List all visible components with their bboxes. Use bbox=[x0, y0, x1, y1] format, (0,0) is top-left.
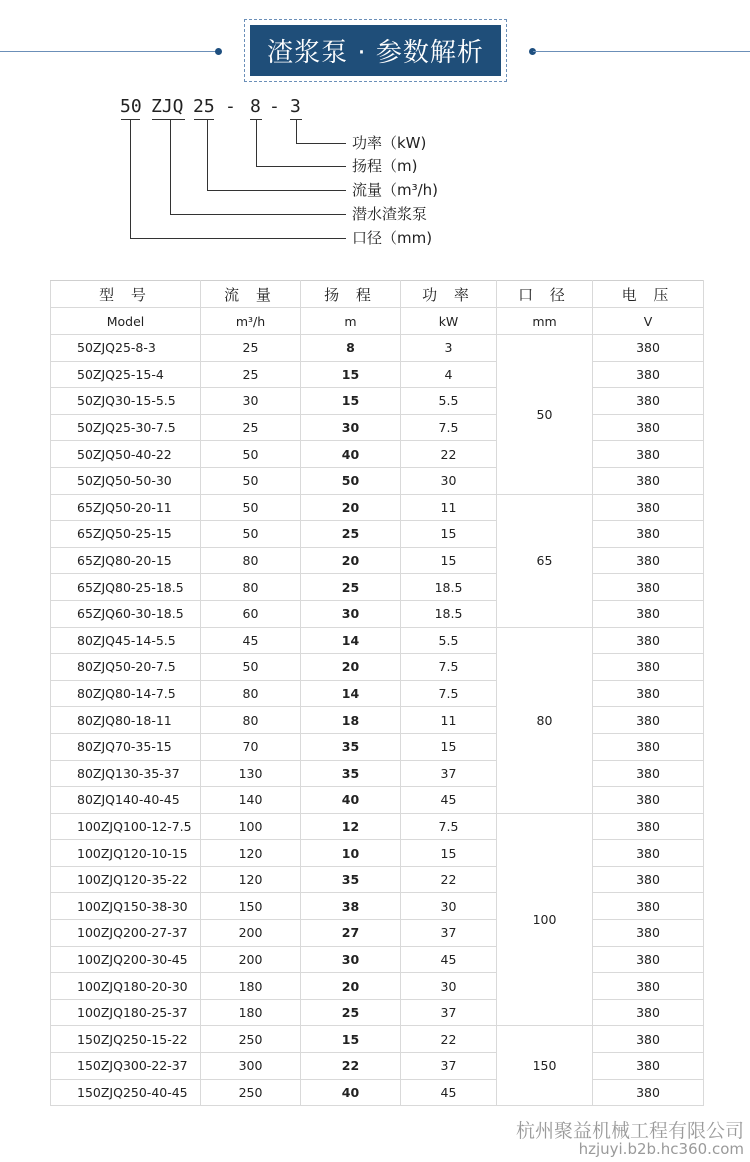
cell-head: 30 bbox=[301, 600, 401, 627]
unit-power: kW bbox=[401, 308, 497, 335]
cell-bore: 50 bbox=[497, 335, 593, 495]
connector-type-h bbox=[170, 214, 346, 215]
cell-power: 11 bbox=[401, 707, 497, 734]
connector-head-h bbox=[256, 166, 346, 167]
cell-bore: 150 bbox=[497, 1026, 593, 1106]
code-part-flow: 25 bbox=[193, 96, 215, 117]
cell-head: 14 bbox=[301, 627, 401, 654]
cell-head: 40 bbox=[301, 787, 401, 814]
header-line-right bbox=[533, 51, 750, 52]
code-part-dash-1: - bbox=[225, 96, 236, 117]
cell-flow: 80 bbox=[201, 547, 301, 574]
cell-model: 80ZJQ80-18-11 bbox=[51, 707, 201, 734]
cell-head: 40 bbox=[301, 441, 401, 468]
cell-flow: 25 bbox=[201, 335, 301, 362]
cell-flow: 80 bbox=[201, 680, 301, 707]
table-row bbox=[51, 920, 704, 947]
cell-head: 30 bbox=[301, 946, 401, 973]
cell-model: 80ZJQ80-14-7.5 bbox=[51, 680, 201, 707]
cell-power: 15 bbox=[401, 840, 497, 867]
cell-voltage: 380 bbox=[593, 973, 704, 1000]
cell-model: 100ZJQ150-38-30 bbox=[51, 893, 201, 920]
cell-head: 50 bbox=[301, 467, 401, 494]
cell-voltage: 380 bbox=[593, 467, 704, 494]
cell-voltage: 380 bbox=[593, 414, 704, 441]
cell-flow: 50 bbox=[201, 441, 301, 468]
code-part-dash-2: - bbox=[269, 96, 280, 117]
cell-flow: 130 bbox=[201, 760, 301, 787]
cell-power: 22 bbox=[401, 1026, 497, 1053]
connector-type-v bbox=[170, 119, 171, 214]
table-row bbox=[51, 760, 704, 787]
table-row bbox=[51, 335, 704, 362]
cell-head: 35 bbox=[301, 733, 401, 760]
cell-model: 50ZJQ25-15-4 bbox=[51, 361, 201, 388]
cell-voltage: 380 bbox=[593, 388, 704, 415]
cell-power: 30 bbox=[401, 973, 497, 1000]
cell-flow: 250 bbox=[201, 1026, 301, 1053]
cell-model: 100ZJQ180-25-37 bbox=[51, 999, 201, 1026]
cell-power: 37 bbox=[401, 999, 497, 1026]
table-row bbox=[51, 414, 704, 441]
cell-head: 22 bbox=[301, 1053, 401, 1080]
header-flow: 流 量 bbox=[201, 281, 301, 308]
table-row bbox=[51, 946, 704, 973]
cell-model: 100ZJQ180-20-30 bbox=[51, 973, 201, 1000]
cell-head: 10 bbox=[301, 840, 401, 867]
cell-head: 38 bbox=[301, 893, 401, 920]
cell-flow: 80 bbox=[201, 574, 301, 601]
cell-model: 150ZJQ300-22-37 bbox=[51, 1053, 201, 1080]
table-row bbox=[51, 733, 704, 760]
cell-voltage: 380 bbox=[593, 627, 704, 654]
cell-power: 45 bbox=[401, 1079, 497, 1106]
cell-flow: 200 bbox=[201, 946, 301, 973]
table-row bbox=[51, 441, 704, 468]
cell-voltage: 380 bbox=[593, 707, 704, 734]
cell-flow: 120 bbox=[201, 866, 301, 893]
cell-head: 15 bbox=[301, 1026, 401, 1053]
table-row bbox=[51, 467, 704, 494]
cell-head: 15 bbox=[301, 361, 401, 388]
cell-voltage: 380 bbox=[593, 361, 704, 388]
cell-voltage: 380 bbox=[593, 946, 704, 973]
footer-url: hzjuyi.b2b.hc360.com bbox=[578, 1140, 744, 1158]
cell-flow: 30 bbox=[201, 388, 301, 415]
unit-voltage: V bbox=[593, 308, 704, 335]
cell-model: 100ZJQ100-12-7.5 bbox=[51, 813, 201, 840]
unit-model: Model bbox=[51, 308, 201, 335]
unit-flow: m³/h bbox=[201, 308, 301, 335]
table-row bbox=[51, 999, 704, 1026]
table-row bbox=[51, 680, 704, 707]
cell-voltage: 380 bbox=[593, 654, 704, 681]
cell-flow: 180 bbox=[201, 973, 301, 1000]
table-row bbox=[51, 840, 704, 867]
cell-power: 7.5 bbox=[401, 654, 497, 681]
cell-model: 50ZJQ30-15-5.5 bbox=[51, 388, 201, 415]
cell-flow: 50 bbox=[201, 521, 301, 548]
cell-voltage: 380 bbox=[593, 920, 704, 947]
cell-head: 35 bbox=[301, 866, 401, 893]
connector-flow-v bbox=[207, 119, 208, 190]
header-model: 型 号 bbox=[51, 281, 201, 308]
cell-model: 80ZJQ130-35-37 bbox=[51, 760, 201, 787]
cell-power: 7.5 bbox=[401, 813, 497, 840]
cell-head: 15 bbox=[301, 388, 401, 415]
cell-head: 20 bbox=[301, 547, 401, 574]
cell-model: 150ZJQ250-40-45 bbox=[51, 1079, 201, 1106]
cell-model: 80ZJQ45-14-5.5 bbox=[51, 627, 201, 654]
table-row bbox=[51, 574, 704, 601]
table-row bbox=[51, 1053, 704, 1080]
cell-head: 30 bbox=[301, 414, 401, 441]
cell-model: 65ZJQ80-25-18.5 bbox=[51, 574, 201, 601]
cell-power: 15 bbox=[401, 733, 497, 760]
table-row bbox=[51, 813, 704, 840]
cell-head: 35 bbox=[301, 760, 401, 787]
cell-head: 40 bbox=[301, 1079, 401, 1106]
cell-flow: 50 bbox=[201, 494, 301, 521]
table-row bbox=[51, 1026, 704, 1053]
cell-voltage: 380 bbox=[593, 813, 704, 840]
code-part-head: 8 bbox=[250, 96, 261, 117]
cell-head: 25 bbox=[301, 574, 401, 601]
unit-head: m bbox=[301, 308, 401, 335]
table-row bbox=[51, 600, 704, 627]
cell-model: 150ZJQ250-15-22 bbox=[51, 1026, 201, 1053]
cell-head: 20 bbox=[301, 654, 401, 681]
cell-power: 22 bbox=[401, 866, 497, 893]
cell-model: 80ZJQ50-20-7.5 bbox=[51, 654, 201, 681]
cell-model: 65ZJQ60-30-18.5 bbox=[51, 600, 201, 627]
label-flow: 流量（m³/h) bbox=[352, 181, 439, 199]
table-unit-row bbox=[51, 308, 704, 335]
cell-model: 50ZJQ50-50-30 bbox=[51, 467, 201, 494]
cell-flow: 140 bbox=[201, 787, 301, 814]
cell-power: 30 bbox=[401, 893, 497, 920]
table-header-row bbox=[51, 281, 704, 308]
cell-voltage: 380 bbox=[593, 760, 704, 787]
cell-flow: 300 bbox=[201, 1053, 301, 1080]
cell-voltage: 380 bbox=[593, 547, 704, 574]
label-bore: 口径（mm) bbox=[352, 229, 433, 247]
connector-flow-h bbox=[207, 190, 346, 191]
cell-voltage: 380 bbox=[593, 600, 704, 627]
table-row bbox=[51, 388, 704, 415]
underline-flow bbox=[194, 119, 214, 120]
header-bore: 口 径 bbox=[497, 281, 593, 308]
cell-flow: 60 bbox=[201, 600, 301, 627]
cell-voltage: 380 bbox=[593, 574, 704, 601]
table-row bbox=[51, 866, 704, 893]
cell-flow: 45 bbox=[201, 627, 301, 654]
cell-power: 45 bbox=[401, 946, 497, 973]
cell-voltage: 380 bbox=[593, 1026, 704, 1053]
cell-power: 4 bbox=[401, 361, 497, 388]
cell-voltage: 380 bbox=[593, 1079, 704, 1106]
cell-flow: 120 bbox=[201, 840, 301, 867]
cell-power: 5.5 bbox=[401, 388, 497, 415]
cell-power: 37 bbox=[401, 760, 497, 787]
cell-voltage: 380 bbox=[593, 840, 704, 867]
cell-model: 65ZJQ80-20-15 bbox=[51, 547, 201, 574]
cell-flow: 200 bbox=[201, 920, 301, 947]
header-dot-left bbox=[215, 48, 222, 55]
cell-model: 80ZJQ140-40-45 bbox=[51, 787, 201, 814]
cell-power: 7.5 bbox=[401, 414, 497, 441]
cell-head: 25 bbox=[301, 999, 401, 1026]
connector-bore-h bbox=[130, 238, 346, 239]
cell-flow: 100 bbox=[201, 813, 301, 840]
cell-model: 100ZJQ200-30-45 bbox=[51, 946, 201, 973]
table-row bbox=[51, 361, 704, 388]
cell-head: 14 bbox=[301, 680, 401, 707]
cell-flow: 25 bbox=[201, 414, 301, 441]
table-row bbox=[51, 627, 704, 654]
header-voltage: 电 压 bbox=[593, 281, 704, 308]
cell-flow: 70 bbox=[201, 733, 301, 760]
cell-flow: 150 bbox=[201, 893, 301, 920]
label-type: 潜水渣浆泵 bbox=[352, 205, 428, 223]
label-power: 功率（kW) bbox=[352, 134, 427, 152]
cell-power: 30 bbox=[401, 467, 497, 494]
connector-power-v bbox=[296, 119, 297, 143]
cell-power: 11 bbox=[401, 494, 497, 521]
cell-voltage: 380 bbox=[593, 680, 704, 707]
cell-model: 100ZJQ120-10-15 bbox=[51, 840, 201, 867]
cell-power: 22 bbox=[401, 441, 497, 468]
cell-model: 50ZJQ25-30-7.5 bbox=[51, 414, 201, 441]
table-row bbox=[51, 654, 704, 681]
table-row bbox=[51, 787, 704, 814]
cell-head: 8 bbox=[301, 335, 401, 362]
cell-flow: 50 bbox=[201, 654, 301, 681]
cell-voltage: 380 bbox=[593, 999, 704, 1026]
header-power: 功 率 bbox=[401, 281, 497, 308]
cell-model: 65ZJQ50-20-11 bbox=[51, 494, 201, 521]
underline-type bbox=[152, 119, 185, 120]
table-row bbox=[51, 893, 704, 920]
label-head: 扬程（m) bbox=[352, 157, 418, 175]
cell-voltage: 380 bbox=[593, 733, 704, 760]
cell-voltage: 380 bbox=[593, 1053, 704, 1080]
cell-head: 12 bbox=[301, 813, 401, 840]
cell-power: 3 bbox=[401, 335, 497, 362]
code-part-power: 3 bbox=[290, 96, 301, 117]
cell-voltage: 380 bbox=[593, 441, 704, 468]
connector-bore-v bbox=[130, 119, 131, 238]
cell-model: 80ZJQ70-35-15 bbox=[51, 733, 201, 760]
cell-flow: 50 bbox=[201, 467, 301, 494]
table-row bbox=[51, 521, 704, 548]
cell-model: 65ZJQ50-25-15 bbox=[51, 521, 201, 548]
unit-bore: mm bbox=[497, 308, 593, 335]
header-line-left bbox=[0, 51, 218, 52]
cell-power: 15 bbox=[401, 521, 497, 548]
header-title-box bbox=[244, 19, 507, 82]
cell-head: 20 bbox=[301, 494, 401, 521]
cell-power: 37 bbox=[401, 920, 497, 947]
spec-table bbox=[50, 280, 704, 1106]
connector-head-v bbox=[256, 119, 257, 166]
cell-model: 100ZJQ120-35-22 bbox=[51, 866, 201, 893]
page-title: 渣浆泵 · 参数解析 bbox=[250, 25, 501, 76]
cell-head: 25 bbox=[301, 521, 401, 548]
cell-voltage: 380 bbox=[593, 335, 704, 362]
cell-power: 5.5 bbox=[401, 627, 497, 654]
spec-table-body bbox=[51, 281, 704, 1106]
cell-voltage: 380 bbox=[593, 494, 704, 521]
cell-flow: 80 bbox=[201, 707, 301, 734]
connector-power-h bbox=[296, 143, 346, 144]
footer-company: 杭州聚益机械工程有限公司 bbox=[515, 1120, 744, 1142]
cell-head: 18 bbox=[301, 707, 401, 734]
cell-flow: 180 bbox=[201, 999, 301, 1026]
header-head: 扬 程 bbox=[301, 281, 401, 308]
cell-power: 15 bbox=[401, 547, 497, 574]
cell-voltage: 380 bbox=[593, 521, 704, 548]
cell-voltage: 380 bbox=[593, 866, 704, 893]
cell-model: 100ZJQ200-27-37 bbox=[51, 920, 201, 947]
cell-power: 45 bbox=[401, 787, 497, 814]
cell-voltage: 380 bbox=[593, 787, 704, 814]
cell-bore: 80 bbox=[497, 627, 593, 813]
cell-head: 20 bbox=[301, 973, 401, 1000]
cell-head: 27 bbox=[301, 920, 401, 947]
table-row bbox=[51, 547, 704, 574]
code-part-type: ZJQ bbox=[151, 96, 184, 117]
cell-power: 18.5 bbox=[401, 600, 497, 627]
cell-power: 18.5 bbox=[401, 574, 497, 601]
table-row bbox=[51, 1079, 704, 1106]
table-row bbox=[51, 494, 704, 521]
table-row bbox=[51, 973, 704, 1000]
cell-bore: 100 bbox=[497, 813, 593, 1026]
code-part-bore: 50 bbox=[120, 96, 142, 117]
table-row bbox=[51, 707, 704, 734]
cell-model: 50ZJQ25-8-3 bbox=[51, 335, 201, 362]
cell-power: 37 bbox=[401, 1053, 497, 1080]
cell-flow: 250 bbox=[201, 1079, 301, 1106]
cell-voltage: 380 bbox=[593, 893, 704, 920]
cell-flow: 25 bbox=[201, 361, 301, 388]
cell-power: 7.5 bbox=[401, 680, 497, 707]
cell-model: 50ZJQ50-40-22 bbox=[51, 441, 201, 468]
cell-bore: 65 bbox=[497, 494, 593, 627]
